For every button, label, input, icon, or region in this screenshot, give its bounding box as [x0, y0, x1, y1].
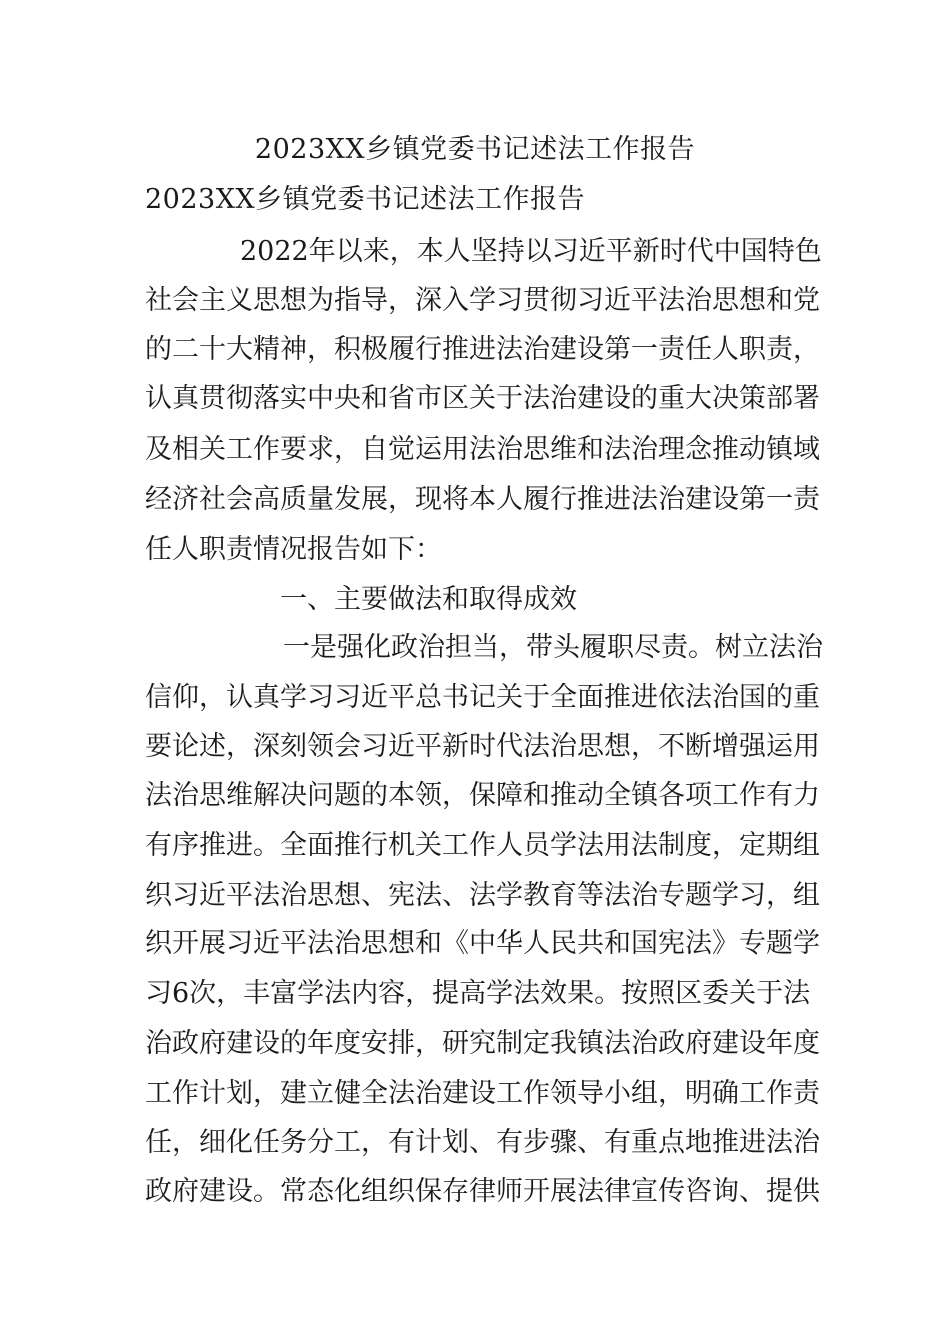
- body-line: 治政府建设的年度安排，研究制定我镇法治政府建设年度: [145, 1028, 820, 1059]
- intro-line: 的二十大精神，积极履行推进法治建设第一责任人职责，: [145, 334, 820, 365]
- intro-line: 社会主义思想为指导，深入学习贯彻习近平法治思想和党: [145, 285, 820, 316]
- body-line: 织习近平法治思想、宪法、法学教育等法治专题学习，组: [145, 880, 820, 911]
- intro-line: 任人职责情况报告如下：: [145, 534, 442, 565]
- body-line: 有序推进。全面推行机关工作人员学法用法制度，定期组: [145, 830, 820, 861]
- intro-line: 经济社会高质量发展，现将本人履行推进法治建设第一责: [145, 484, 820, 515]
- body-line: 习6次，丰富学法内容，提高学法效果。按照区委关于法: [145, 978, 811, 1009]
- intro-line: 及相关工作要求，自觉运用法治思维和法治理念推动镇域: [145, 434, 820, 465]
- body-line: 一是强化政治担当，带头履职尽责。树立法治: [283, 632, 823, 663]
- body-line: 信仰，认真学习习近平总书记关于全面推进依法治国的重: [145, 682, 820, 713]
- body-line: 织开展习近平法治思想和《中华人民共和国宪法》专题学: [145, 928, 820, 959]
- body-line: 法治思维解决问题的本领，保障和推动全镇各项工作有力: [145, 780, 820, 811]
- intro-line: 2022年以来，本人坚持以习近平新时代中国特色: [240, 236, 822, 267]
- body-line: 政府建设。常态化组织保存律师开展法律宣传咨询、提供: [145, 1176, 820, 1207]
- document-subtitle: 2023XX乡镇党委书记述法工作报告: [145, 184, 586, 215]
- body-line: 要论述，深刻领会习近平新时代法治思想，不断增强运用: [145, 731, 820, 762]
- intro-line: 认真贯彻落实中央和省市区关于法治建设的重大决策部署: [145, 383, 820, 414]
- section-heading: 一、主要做法和取得成效: [280, 584, 577, 615]
- document-title: 2023XX乡镇党委书记述法工作报告: [254, 134, 696, 165]
- body-line: 任，细化任务分工，有计划、有步骤、有重点地推进法治: [145, 1127, 820, 1158]
- body-line: 工作计划，建立健全法治建设工作领导小组，明确工作责: [145, 1078, 820, 1109]
